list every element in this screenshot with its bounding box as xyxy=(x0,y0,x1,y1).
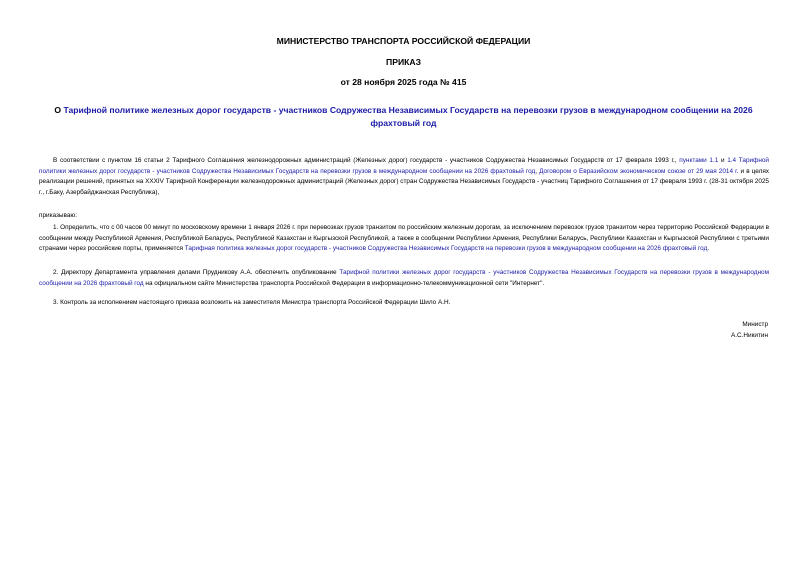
date-number: от 28 ноября 2025 года № 415 xyxy=(340,77,467,87)
item-1-link[interactable]: Тарифная политика железных дорог государств - участников Содружества Независимых Государств на перевозки грузов в международном сообщении на 2026 фрахтовый год xyxy=(184,245,708,253)
item-1-text-1: 1. Определить, что с 00 часов 00 минут по московскому времени 1 января 2026 г. при перевозках грузов транзитом по российским железным дорогам, за исключением перевозок грузов транзитом через территорию Российской Федерации в сообщении между Республикой Армения, Республикой Беларусь, Республикой Казахстан и Кыргызской Республикой, а также в сообщении Республики Армения, Республики Беларусь, Республики Казахстан и Кыргызской Республики с третьими странами через российские порты, применяется xyxy=(39,224,769,253)
title-link[interactable]: Тарифной политике железных дорог государств - участников Содружества Независимых Государств на перевозки грузов в международном сообщении на 2026 фрахтовый год xyxy=(63,105,753,128)
link-tariff-policy[interactable]: Тарифной политики железных дорог государств - участников Содружества Независимых Государств на перевозки грузов в международном сообщении на 2026 фрахтовый год xyxy=(39,157,770,175)
item-2-link[interactable]: Тарифной политики железных дорог государств - участников Содружества Независимых Государств на перевозки грузов в международном сообщении на 2026 фрахтовый год xyxy=(39,269,769,287)
link-punkt-1-4[interactable]: 1.4 xyxy=(727,157,737,164)
document-title xyxy=(30,104,777,130)
intro-text-5: и в целях реализации решений, принятых на XXXIV Тарифной Конференции железнодорожных администраций (Железных дорог) стран Содружества Независимых Государств - участниц Тарифного Соглашения от 17 февраля 1993 г. (28-31 октября 2025 г., г.Баку, Азербайджанская Республика), xyxy=(39,167,769,197)
signature-position: Министр xyxy=(742,321,768,328)
intro-text-4: , xyxy=(535,167,540,175)
link-punkt-1-1[interactable]: пунктами 1.1 xyxy=(679,157,719,164)
item-3-paragraph: 3. Контроль за исполнением настоящего приказа возложить на заместителя Министра транспорта Российской Федерации Шило А.Н. xyxy=(53,299,451,306)
intro-paragraph xyxy=(39,156,769,199)
intro-text-2: и xyxy=(718,157,728,164)
item-1-text-2: . xyxy=(707,245,710,253)
ministry-header: МИНИСТЕРСТВО ТРАНСПОРТА РОССИЙСКОЙ ФЕДЕРАЦИИ xyxy=(276,36,531,46)
signature-name: А.С.Никитин xyxy=(730,332,768,339)
item-2-paragraph xyxy=(39,268,769,289)
item-2-text-1: 2. Директору Департамента управления делами Прудникову А.А. обеспечить опубликование xyxy=(53,269,340,276)
doc-type: ПРИКАЗ xyxy=(386,57,421,67)
item-2-text-2: на официальном сайте Министерства транспорта Российской Федерации в информационно-телекоммуникационной сети "Интернет". xyxy=(143,279,545,287)
prikazyvayu-label: приказываю: xyxy=(39,212,77,219)
intro-text-1: В соответствии с пунктом 16 статьи 2 Тарифного Соглашения железнодорожных администраций (Железных дорог) государств - участников Содружества Независимых Государств от 17 февраля 1993 г., xyxy=(53,157,680,164)
link-eaeu-treaty[interactable]: Договором о Евразийском экономическом союзе от 29 мая 2014 г. xyxy=(539,167,739,175)
title-prefix: О xyxy=(54,105,64,115)
item-1-paragraph xyxy=(39,223,769,255)
